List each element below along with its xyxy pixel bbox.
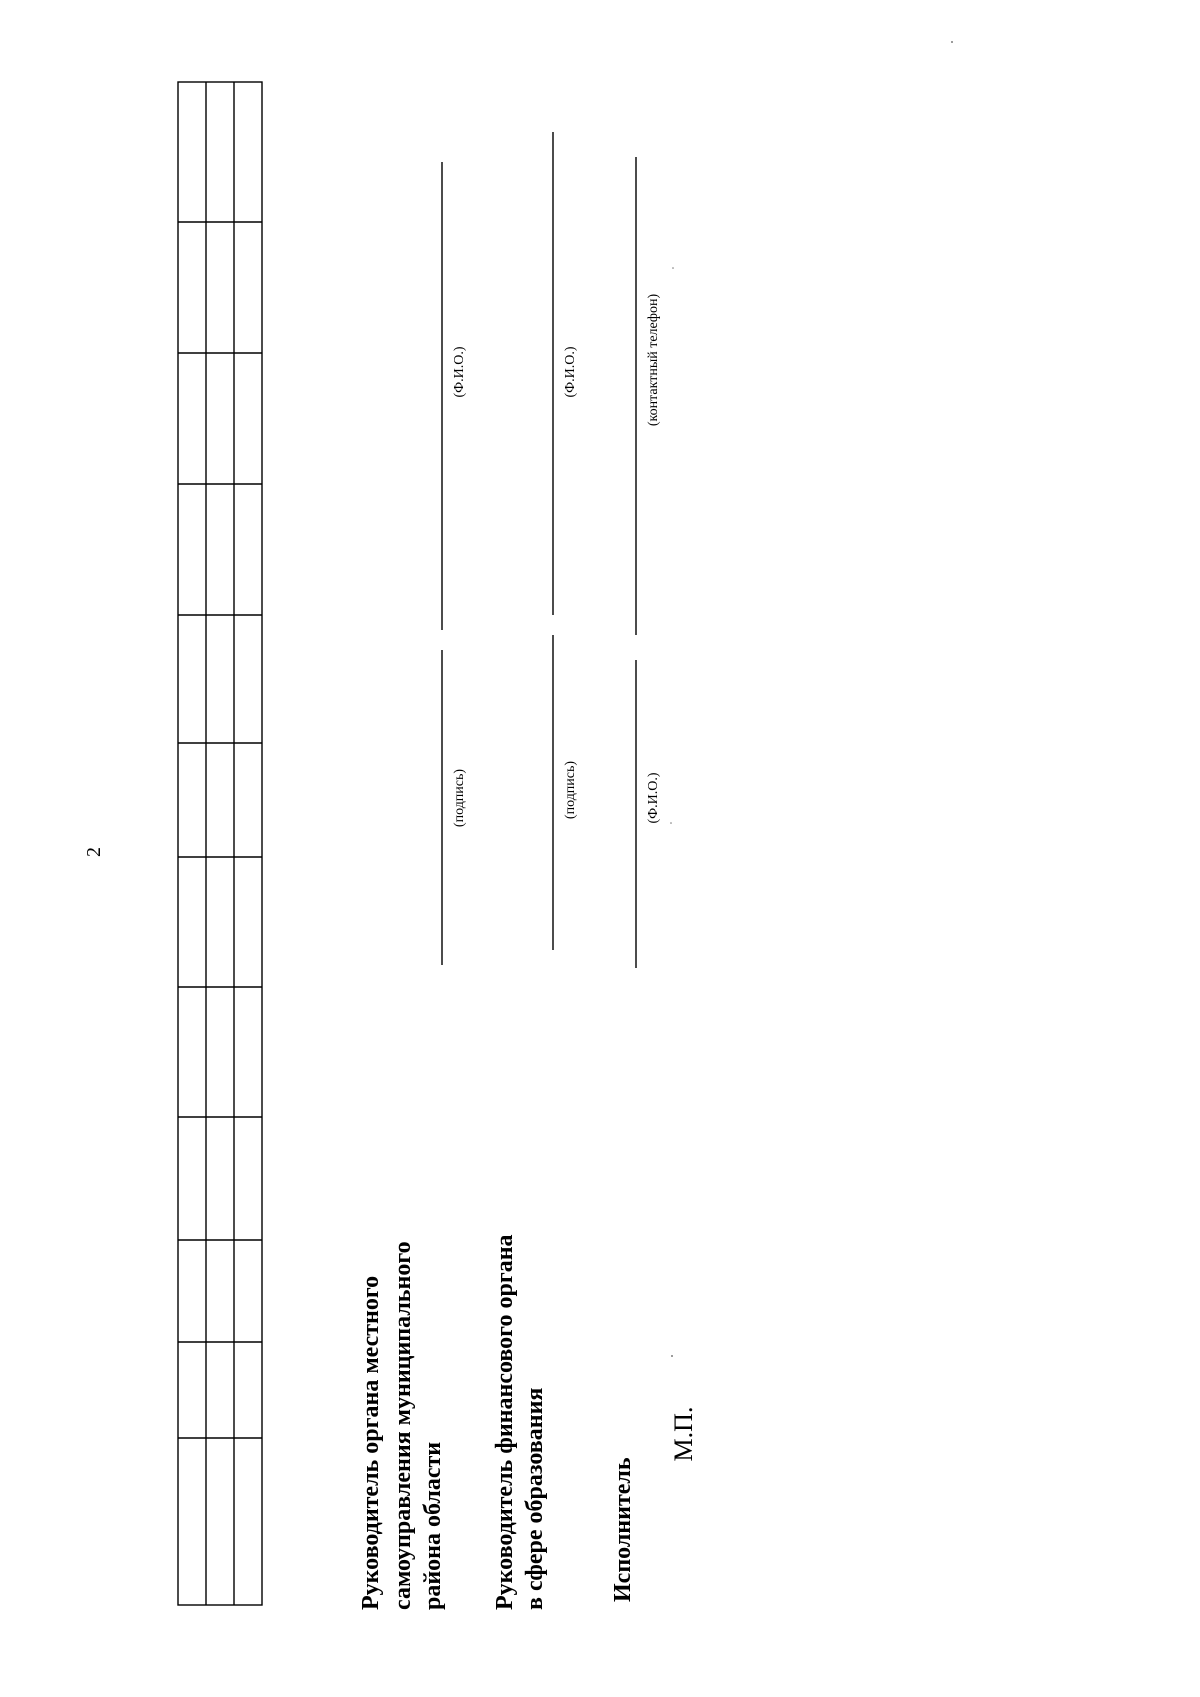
signature-caption: (подпись): [563, 760, 578, 820]
executor-title: Исполнитель: [610, 1457, 636, 1602]
scan-speck: [671, 1355, 673, 1357]
title-line-2: самоуправления муниципального: [390, 1241, 416, 1610]
name-caption: (Ф.И.О.): [563, 346, 578, 398]
phone-caption: (контактный телефон): [646, 293, 661, 427]
table-column-lines: [178, 222, 262, 1438]
scan-speck: [670, 822, 672, 824]
signature-caption: (подпись): [452, 768, 467, 828]
page-number: 2: [83, 847, 105, 857]
name-caption: (Ф.И.О.): [452, 346, 467, 398]
name-caption: (Ф.И.О.): [646, 772, 661, 824]
empty-table: [178, 82, 262, 1605]
signature-block-head-finance: [492, 132, 578, 1610]
title-line-2: в сфере образования: [522, 1387, 548, 1610]
seal-label: М.П.: [669, 1406, 698, 1462]
signature-block-executor: [610, 157, 698, 1602]
scan-speck: [951, 41, 953, 43]
title-line-1: Руководитель органа местного: [358, 1275, 384, 1610]
title-line-1: Руководитель финансового органа: [492, 1234, 518, 1610]
signature-block-head-local-government: [358, 162, 467, 1610]
title-line-3: района области: [420, 1441, 446, 1610]
table-row-lines: [206, 82, 234, 1605]
table-border: [178, 82, 262, 1605]
scan-speck: [672, 267, 674, 269]
